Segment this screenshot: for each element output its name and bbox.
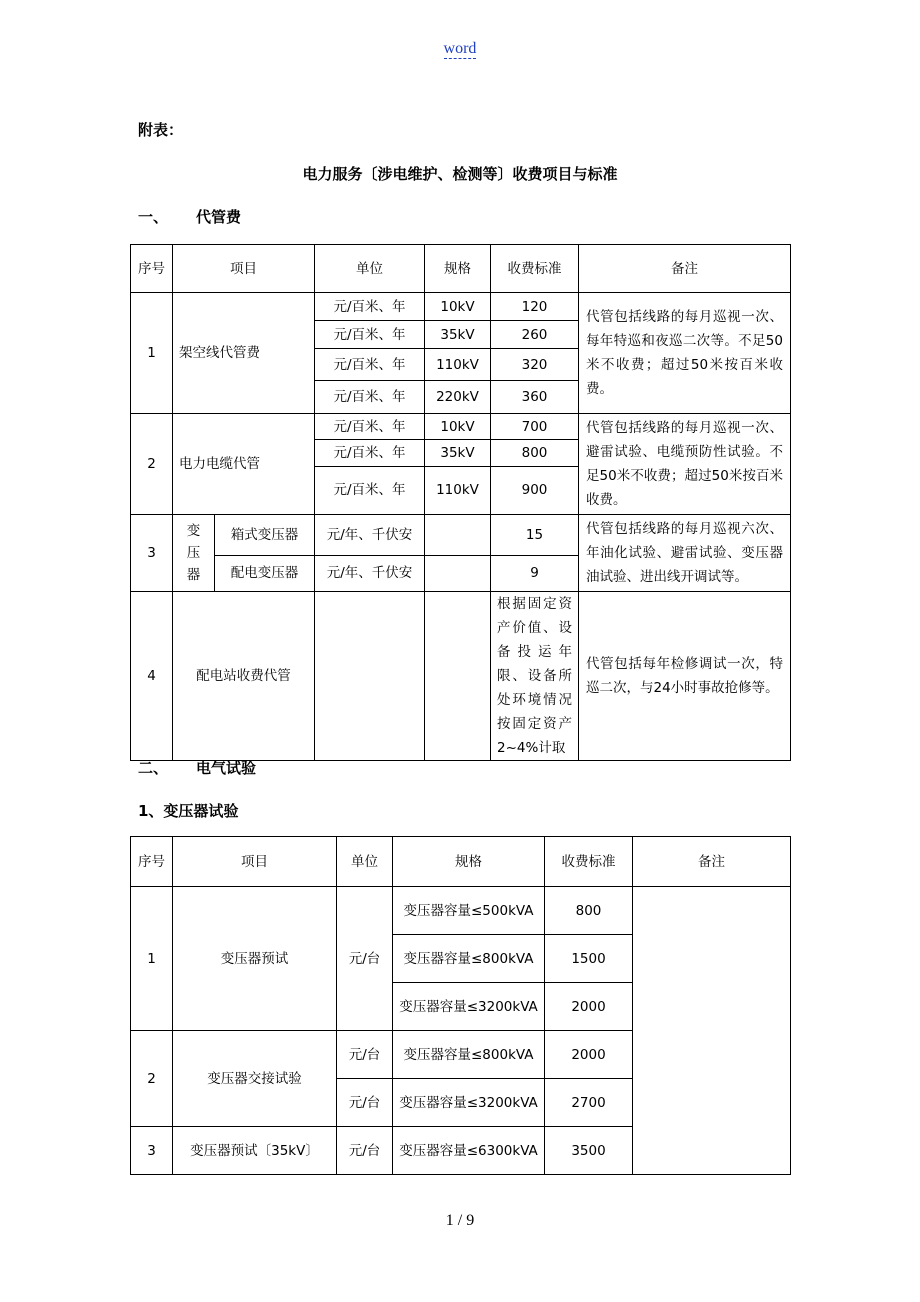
cell-item: 变压器预试 [173, 887, 337, 1031]
table-header-row [131, 245, 791, 293]
cell-item: 箱式变压器 [215, 515, 315, 556]
cell-fee: 320 [491, 349, 579, 381]
page-number: 1 / 9 [445, 1212, 475, 1229]
cell-fee: 360 [491, 381, 579, 414]
cell-spec [425, 515, 491, 556]
cell-spec: 变压器容量≤3200kVA [393, 1079, 545, 1127]
cell-spec: 10kV [425, 293, 491, 321]
cell-item: 架空线代管费 [173, 293, 315, 414]
appendix-label: 附表： [138, 121, 184, 139]
management-fee-table [130, 244, 791, 761]
cell-unit: 元/台 [337, 887, 393, 1031]
cell-seq: 2 [131, 1031, 173, 1127]
header-spec: 规格 [425, 245, 491, 293]
page-title: 电力服务〔涉电维护、检测等〕收费项目与标准 [302, 165, 618, 183]
cell-fee: 260 [491, 321, 579, 349]
cell-fee: 700 [491, 414, 579, 440]
header-link[interactable] [0, 40, 920, 58]
cell-group [173, 515, 215, 592]
cell-seq: 2 [131, 414, 173, 515]
header-item: 项目 [173, 245, 315, 293]
cell-spec: 变压器容量≤3200kVA [393, 983, 545, 1031]
cell-fee: 900 [491, 466, 579, 514]
cell-item: 配电变压器 [215, 555, 315, 591]
header-seq: 序号 [131, 837, 173, 887]
cell-note: 代管包括线路的每月巡视六次、年油化试验、避雷试验、变压器油试验、进出线开调试等。 [579, 515, 791, 592]
cell-spec: 220kV [425, 381, 491, 414]
word-link[interactable]: word [443, 40, 477, 57]
transformer-test-table [130, 836, 791, 1175]
cell-seq: 1 [131, 293, 173, 414]
cell-unit: 元/百米、年 [315, 466, 425, 514]
cell-unit: 元/台 [337, 1079, 393, 1127]
cell-spec: 10kV [425, 414, 491, 440]
cell-fee: 2700 [545, 1079, 633, 1127]
cell-unit: 元/百米、年 [315, 414, 425, 440]
cell-spec: 35kV [425, 440, 491, 466]
cell-fee: 9 [491, 555, 579, 591]
cell-seq: 4 [131, 592, 173, 761]
header-seq: 序号 [131, 245, 173, 293]
cell-unit: 元/百米、年 [315, 349, 425, 381]
table-row [131, 887, 791, 935]
cell-item: 变压器预试〔35kV〕 [173, 1127, 337, 1175]
cell-unit: 元/百米、年 [315, 293, 425, 321]
cell-item: 电力电缆代管 [173, 414, 315, 515]
cell-unit: 元/百米、年 [315, 321, 425, 349]
table-row [131, 293, 791, 321]
cell-spec [425, 592, 491, 761]
header-fee: 收费标准 [491, 245, 579, 293]
header-spec: 规格 [393, 837, 545, 887]
header-note: 备注 [579, 245, 791, 293]
cell-group-text: 变压器 [186, 523, 201, 583]
cell-fee: 3500 [545, 1127, 633, 1175]
cell-unit: 元/百米、年 [315, 440, 425, 466]
cell-fee: 15 [491, 515, 579, 556]
cell-fee: 2000 [545, 983, 633, 1031]
cell-spec: 变压器容量≤6300kVA [393, 1127, 545, 1175]
header-fee: 收费标准 [545, 837, 633, 887]
cell-spec: 变压器容量≤500kVA [393, 887, 545, 935]
table-row [131, 592, 791, 761]
section-2-1-heading: 1、变压器试验 [138, 802, 239, 820]
cell-item: 变压器交接试验 [173, 1031, 337, 1127]
header-unit: 单位 [315, 245, 425, 293]
cell-note: 代管包括线路的每月巡视一次、每年特巡和夜巡二次等。不足50米不收费；超过50米按百米收费。 [579, 293, 791, 414]
cell-fee: 2000 [545, 1031, 633, 1079]
cell-spec: 35kV [425, 321, 491, 349]
cell-item: 配电站收费代管 [173, 592, 315, 761]
table-header-row [131, 837, 791, 887]
cell-fee: 120 [491, 293, 579, 321]
section-2-number: 二、 [138, 759, 169, 777]
header-unit: 单位 [337, 837, 393, 887]
cell-unit: 元/台 [337, 1031, 393, 1079]
cell-spec: 变压器容量≤800kVA [393, 1031, 545, 1079]
cell-unit [315, 592, 425, 761]
cell-fee: 1500 [545, 935, 633, 983]
cell-note: 代管包括线路的每月巡视一次、避雷试验、电缆预防性试验。不足50米不收费；超过50米按百米收费。 [579, 414, 791, 515]
cell-spec: 110kV [425, 466, 491, 514]
cell-unit: 元/年、千伏安 [315, 515, 425, 556]
cell-spec: 变压器容量≤800kVA [393, 935, 545, 983]
cell-seq: 1 [131, 887, 173, 1031]
table-row [131, 515, 791, 556]
section-2-heading [138, 757, 256, 778]
cell-unit: 元/百米、年 [315, 381, 425, 414]
header-note: 备注 [633, 837, 791, 887]
cell-fee: 根据固定资产价值、设备投运年限、设备所处环境情况按固定资产2~4%计取 [491, 592, 579, 761]
cell-spec [425, 555, 491, 591]
cell-seq: 3 [131, 1127, 173, 1175]
section-1-number: 一、 [138, 208, 169, 226]
cell-note [633, 887, 791, 1175]
table-row [131, 414, 791, 440]
cell-spec: 110kV [425, 349, 491, 381]
cell-note: 代管包括每年检修调试一次，特巡二次，与24小时事故抢修等。 [579, 592, 791, 761]
section-1-title: 代管费 [196, 208, 242, 226]
cell-unit: 元/年、千伏安 [315, 555, 425, 591]
section-1-heading [138, 206, 241, 227]
cell-fee: 800 [491, 440, 579, 466]
header-item: 项目 [173, 837, 337, 887]
cell-unit: 元/台 [337, 1127, 393, 1175]
section-2-title: 电气试验 [196, 759, 257, 777]
cell-fee: 800 [545, 887, 633, 935]
cell-seq: 3 [131, 515, 173, 592]
